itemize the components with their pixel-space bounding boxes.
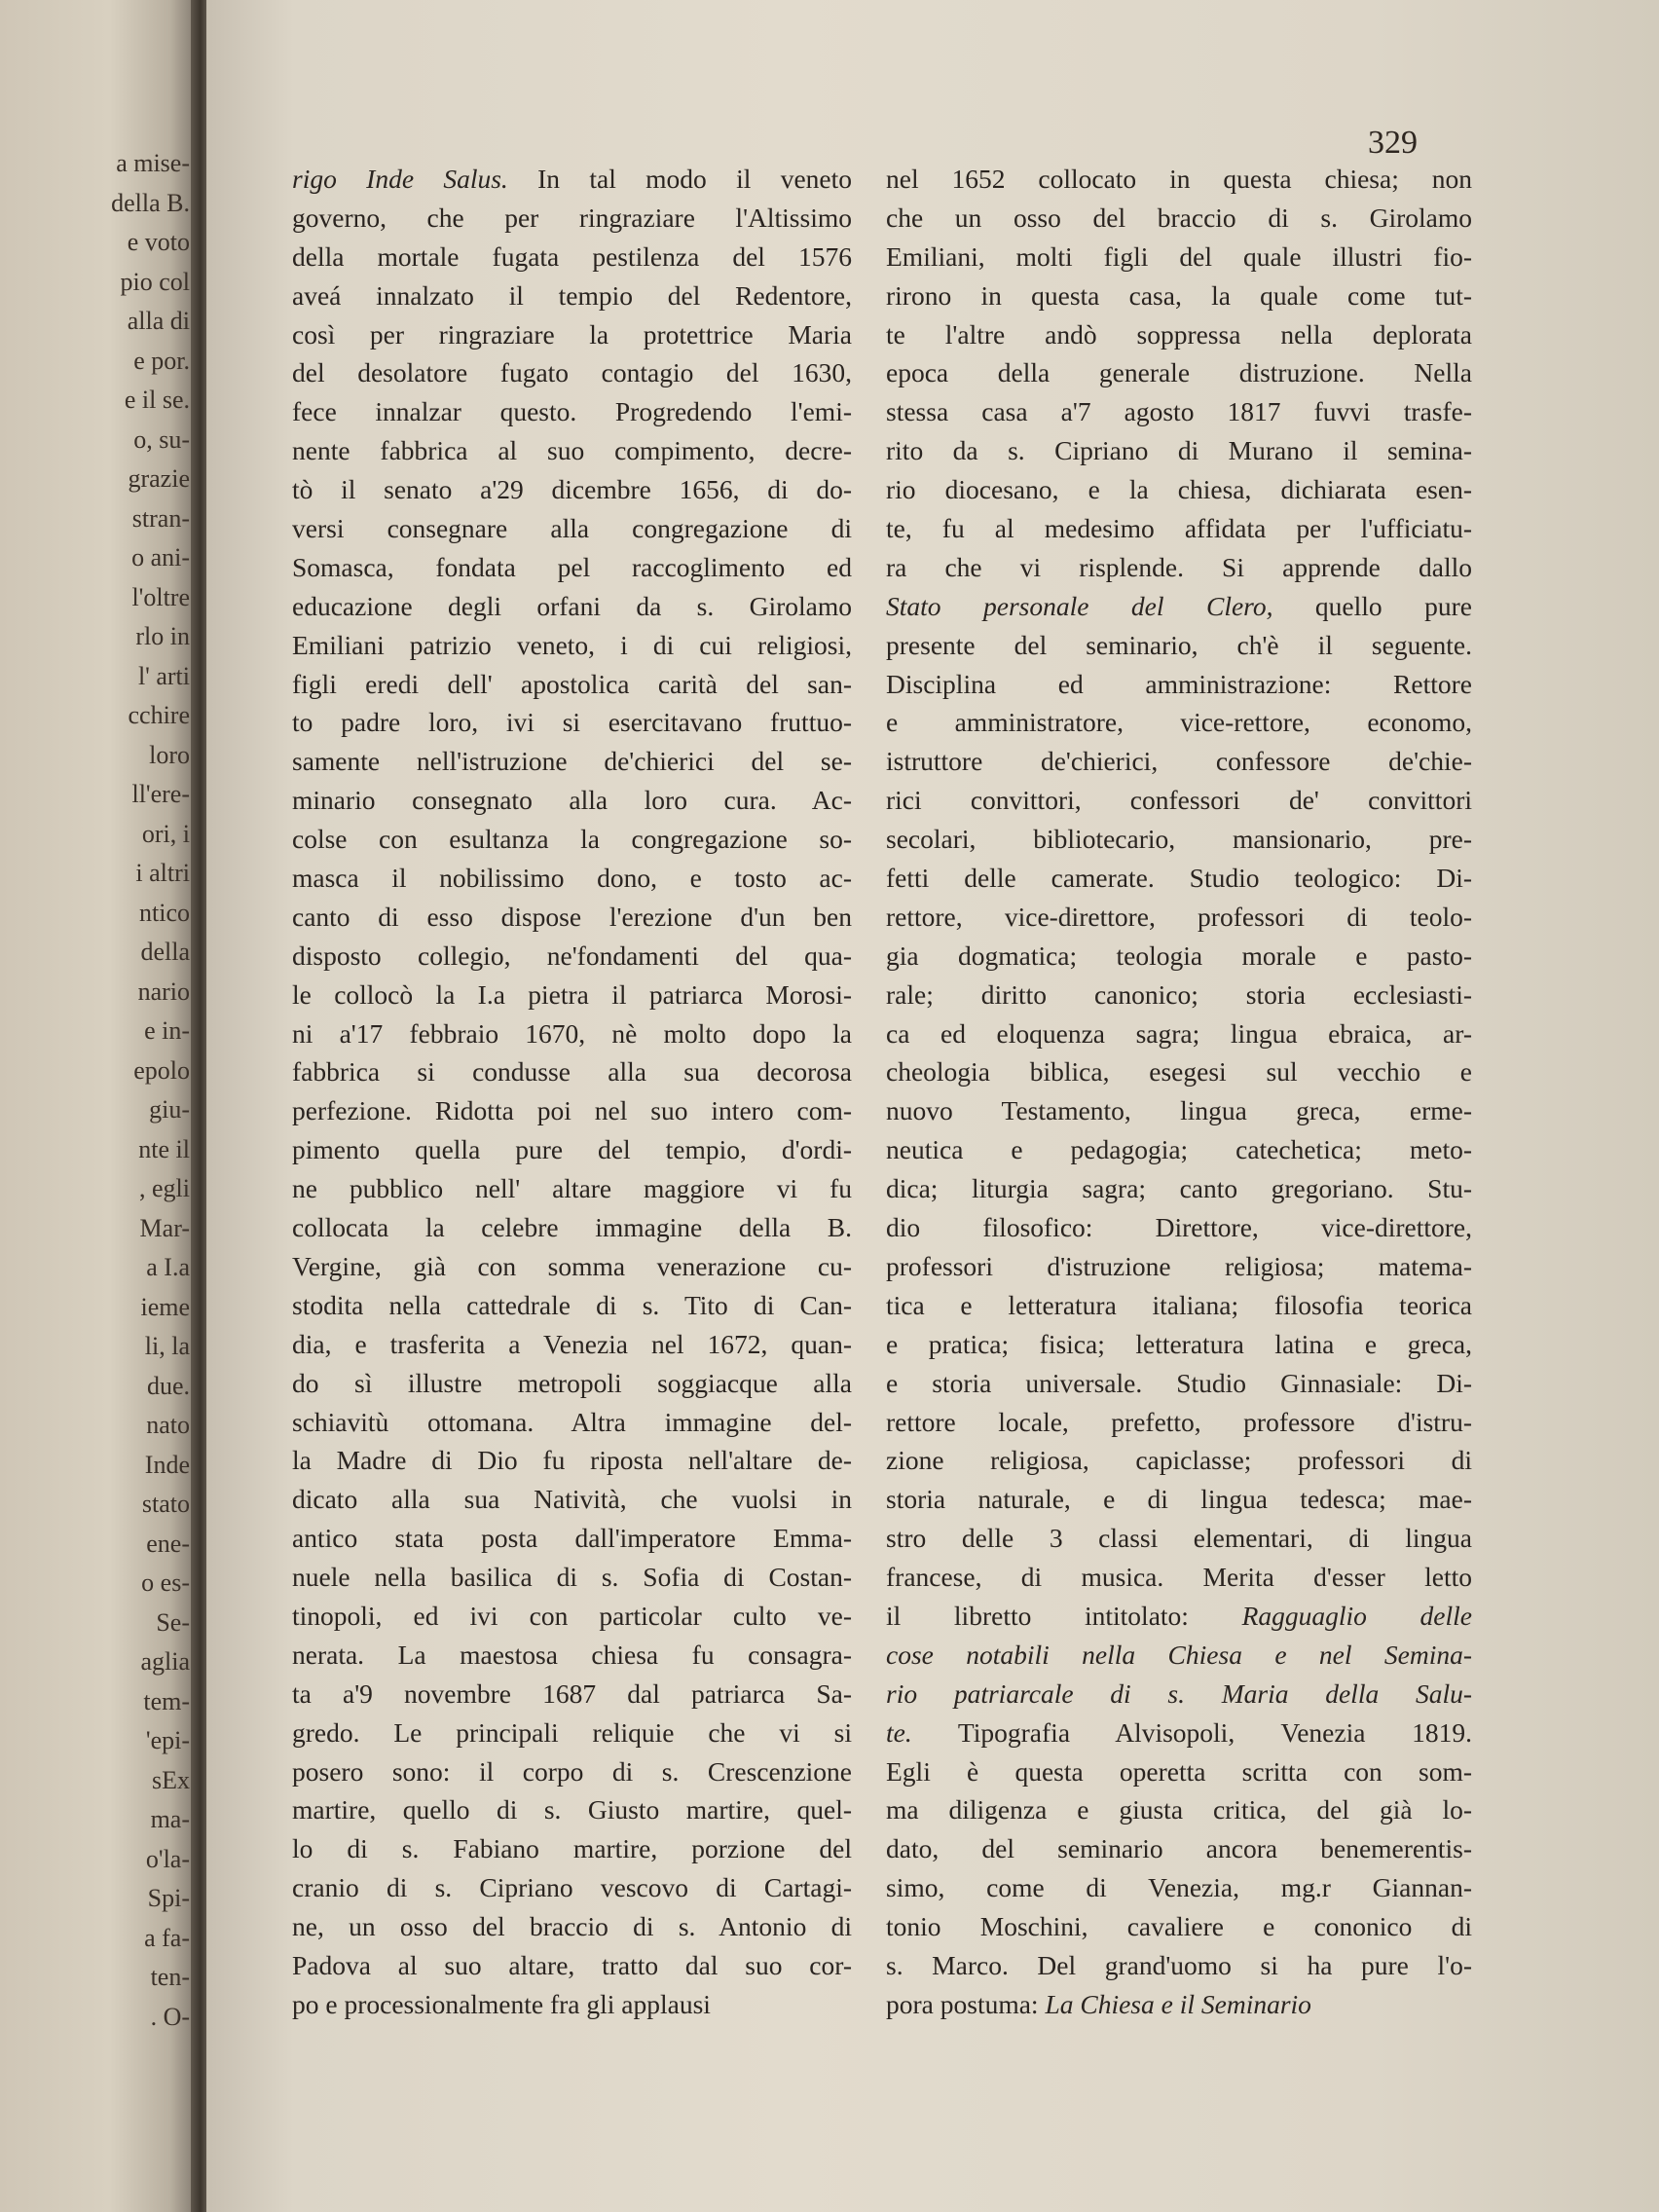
text-span: gia dogmatica; teologia morale e pasto- [886, 940, 1472, 971]
text-line [886, 1714, 1472, 1752]
left-page-line: ori, i [141, 819, 190, 848]
text-line [886, 1558, 1472, 1597]
text-line [292, 509, 852, 548]
text-span: cheologia biblica, esegesi sul vecchio e [886, 1056, 1472, 1088]
text-line [886, 587, 1472, 626]
left-page-line: ene- [146, 1529, 190, 1558]
left-page-line: e voto [127, 228, 190, 256]
text-span: samente nell'istruzione de'chierici del se- [292, 746, 852, 777]
text-span: istruttore de'chierici, confessore de'chie- [886, 746, 1472, 777]
left-page-line: nario [137, 977, 190, 1006]
text-line [886, 1169, 1472, 1208]
text-line [292, 276, 852, 315]
text-line [292, 587, 852, 626]
left-page-line: della B. [111, 188, 190, 217]
text-line [886, 1325, 1472, 1364]
text-line [886, 1519, 1472, 1558]
text-span: pora postuma: [886, 1988, 1046, 2019]
text-span: che un osso del braccio di s. Girolamo [886, 202, 1472, 233]
italic-text: La Chiesa e il Seminario [1045, 1988, 1311, 2019]
left-page-line: grazie [128, 464, 190, 493]
left-page-line: giu- [149, 1095, 190, 1124]
left-page-line: nte il [138, 1134, 190, 1163]
text-line [292, 353, 852, 392]
text-span: cranio di s. Cipriano vescovo di Cartagi- [292, 1872, 852, 1903]
text-line [886, 509, 1472, 548]
italic-text: rio patriarcale di s. Maria della Salu- [886, 1677, 1472, 1709]
text-line [292, 392, 852, 431]
left-page-line: Mar- [139, 1213, 190, 1242]
text-span: rici convittori, confessori de' convittori [886, 785, 1472, 816]
text-line [292, 1091, 852, 1130]
text-line [886, 276, 1472, 315]
text-span: gredo. Le principali reliquie che vi si [292, 1716, 852, 1748]
text-line [886, 1868, 1472, 1907]
text-line [886, 470, 1472, 509]
text-span: Vergine, già con somma venerazione cu- [292, 1250, 852, 1281]
text-line [292, 1714, 852, 1752]
text-span: dia, e trasferita a Venezia nel 1672, quan- [292, 1328, 852, 1359]
left-page-line: due. [146, 1371, 190, 1400]
text-line [886, 820, 1472, 859]
text-span: fetti delle camerate. Studio teologico: Di- [886, 863, 1472, 894]
text-span: tinopoli, ed ivi con particolar culto ve- [292, 1600, 852, 1631]
text-line [292, 1052, 852, 1091]
text-line [292, 1325, 852, 1364]
text-line [292, 1403, 852, 1442]
text-span: stodita nella cattedrale di s. Tito di Can- [292, 1289, 852, 1320]
text-line [886, 1441, 1472, 1480]
text-line [292, 1558, 852, 1597]
text-line [886, 548, 1472, 587]
text-line [292, 1014, 852, 1053]
italic-text: Stato personale del Clero, [886, 590, 1273, 621]
italic-text: cose notabili nella Chiesa e nel Semina- [886, 1639, 1472, 1670]
text-line [886, 1052, 1472, 1091]
text-line [886, 431, 1472, 470]
text-line [886, 976, 1472, 1014]
text-line [886, 1597, 1472, 1636]
text-span: te l'altre andò soppressa nella deplorata [886, 318, 1472, 350]
text-span: simo, come di Venezia, mg.r Giannan- [886, 1872, 1472, 1903]
left-page-line: stran- [131, 503, 190, 533]
text-span: perfezione. Ridotta poi nel suo intero com- [292, 1095, 852, 1126]
left-page-line: nato [146, 1411, 190, 1439]
text-line [292, 742, 852, 781]
text-span: rettore locale, prefetto, professore d'istru- [886, 1406, 1472, 1437]
left-page-line: ieme [140, 1292, 190, 1321]
text-span: nuele nella basilica di s. Sofia di Costan- [292, 1562, 852, 1593]
left-page-line: alla di [127, 307, 190, 335]
text-span: le collocò la I.a pietra il patriarca Morosi- [292, 978, 852, 1010]
text-span: po e processionalmente fra gli applausi [292, 1988, 711, 2019]
text-span: ne pubblico nell' altare maggiore vi fu [292, 1173, 852, 1204]
text-line [292, 820, 852, 859]
italic-text: te. [886, 1716, 912, 1748]
text-span: governo, che per ringraziare l'Altissimo [292, 202, 852, 233]
left-page-line: 'epi- [145, 1726, 190, 1754]
text-span: rio diocesano, e la chiesa, dichiarata esen- [886, 474, 1472, 505]
text-line [886, 1636, 1472, 1675]
text-span: ra che vi risplende. Si apprende dallo [886, 551, 1472, 582]
text-span: e amministratore, vice-rettore, economo, [886, 707, 1472, 738]
left-page-line: rlo in [135, 622, 190, 650]
text-span: epoca della generale distruzione. Nella [886, 357, 1472, 388]
text-span: nuovo Testamento, lingua greca, erme- [886, 1095, 1472, 1126]
text-span: il libretto intitolato: [886, 1600, 1242, 1631]
left-page-line: o es- [141, 1568, 190, 1597]
text-span: storia naturale, e di lingua tedesca; mae- [886, 1484, 1472, 1515]
text-line [292, 315, 852, 354]
text-line [292, 1130, 852, 1169]
text-line [292, 1636, 852, 1675]
left-page-line: ll'ere- [131, 780, 190, 808]
text-line [886, 1985, 1472, 2024]
text-span: zione religiosa, capiclasse; professori di [886, 1445, 1472, 1476]
text-span: secolari, bibliotecario, mansionario, pre- [886, 824, 1472, 855]
text-line [292, 160, 852, 199]
text-line [292, 199, 852, 238]
left-page-line: loro [149, 740, 190, 769]
text-line [886, 1675, 1472, 1714]
text-line [886, 1829, 1472, 1868]
text-line [292, 1597, 852, 1636]
text-span: tica e letteratura italiana; filosofia teorica [886, 1289, 1472, 1320]
left-page-line: l'oltre [131, 582, 190, 611]
text-line [292, 1208, 852, 1247]
left-page-line: o ani- [131, 543, 190, 571]
text-span: antico stata posta dall'imperatore Emma- [292, 1523, 852, 1554]
left-page-line: della [140, 938, 190, 966]
text-span: s. Marco. Del grand'uomo si ha pure l'o- [886, 1949, 1472, 1980]
text-column-left [292, 160, 852, 2024]
text-span: schiavitù ottomana. Altra immagine del- [292, 1406, 852, 1437]
text-span: del desolatore fugato contagio del 1630, [292, 357, 852, 388]
text-span: tonio Moschini, cavaliere e cononico di [886, 1911, 1472, 1942]
text-span: nente fabbrica al suo compimento, decre- [292, 435, 852, 466]
text-span: masca il nobilissimo dono, e tosto ac- [292, 863, 852, 894]
text-line [886, 1091, 1472, 1130]
text-span: rale; diritto canonico; storia ecclesiasti- [886, 978, 1472, 1010]
left-page-line: o'la- [145, 1844, 190, 1873]
text-line [886, 1907, 1472, 1946]
text-span: tò il senato a'29 dicembre 1656, di do- [292, 474, 852, 505]
text-line [292, 1829, 852, 1868]
left-page-line: ten- [150, 1963, 190, 1991]
text-span: della mortale fugata pestilenza del 1576 [292, 240, 852, 272]
text-span: figli eredi dell' apostolica carità del san- [292, 668, 852, 699]
text-line [886, 937, 1472, 976]
text-line [292, 1247, 852, 1286]
text-span: Tipografia Alvisopoli, Venezia 1819. [911, 1716, 1472, 1748]
left-page-line: e por. [133, 346, 190, 375]
text-span: ni a'17 febbraio 1670, nè molto dopo la [292, 1017, 852, 1049]
left-page-line: a mise- [116, 149, 190, 177]
text-line [886, 315, 1472, 354]
left-page-line: stato [141, 1490, 190, 1518]
text-line [292, 431, 852, 470]
text-span: aveá innalzato il tempio del Redentore, [292, 279, 852, 311]
text-line [292, 1985, 852, 2024]
text-span: In tal modo il veneto [507, 164, 852, 194]
left-page-line: li, la [144, 1332, 190, 1360]
text-span: professori d'istruzione religiosa; matema- [886, 1250, 1472, 1281]
text-span: canto di esso dispose l'erezione d'un ben [292, 901, 852, 932]
left-page-line: Spi- [147, 1884, 190, 1912]
left-page-line: Se- [156, 1607, 190, 1637]
text-span: Disciplina ed amministrazione: Rettore [886, 668, 1472, 699]
text-span: pimento quella pure del tempio, d'ordi- [292, 1134, 852, 1165]
text-line [886, 1403, 1472, 1442]
left-page-line: a fa- [144, 1923, 190, 1952]
left-page-text [111, 144, 190, 2037]
italic-text: rigo Inde Salus. [292, 164, 508, 194]
text-line [292, 859, 852, 898]
text-span: quello pure [1272, 590, 1472, 621]
text-line [292, 1868, 852, 1907]
text-span: nerata. La maestosa chiesa fu consagra- [292, 1639, 852, 1670]
text-span: presente del seminario, ch'è il seguente. [886, 629, 1472, 660]
text-span: stro delle 3 classi elementari, di lingua [886, 1523, 1472, 1554]
text-line [292, 1907, 852, 1946]
text-span: disposto collegio, ne'fondamenti del qua- [292, 940, 852, 971]
left-page-line: e in- [144, 1016, 190, 1045]
text-column-right [886, 160, 1472, 2024]
text-line [292, 238, 852, 276]
text-line [886, 160, 1472, 199]
text-span: Padova al suo altare, tratto dal suo cor- [292, 1949, 852, 1980]
text-span: dato, del seminario ancora benemerentis- [886, 1833, 1472, 1864]
text-span: Emiliani, molti figli del quale illustri fio- [886, 240, 1472, 272]
text-span: collocata la celebre immagine della B. [292, 1212, 852, 1243]
text-line [292, 1441, 852, 1480]
left-page-line: tem- [143, 1686, 190, 1715]
text-span: Emiliani patrizio veneto, i di cui religiosi, [292, 629, 852, 660]
text-span: educazione degli orfani da s. Girolamo [292, 590, 852, 621]
text-line [292, 1169, 852, 1208]
text-line [886, 199, 1472, 238]
text-line [886, 1480, 1472, 1519]
text-span: lo di s. Fabiano martire, porzione del [292, 1833, 852, 1864]
text-span: dica; liturgia sagra; canto gregoriano. Stu- [886, 1173, 1472, 1204]
text-span: minario consegnato alla loro cura. Ac- [292, 785, 852, 816]
text-line [292, 937, 852, 976]
text-span: ma diligenza e giusta critica, del già lo- [886, 1794, 1472, 1825]
left-page-line: e il se. [124, 386, 190, 414]
text-span: fece innalzar questo. Progredendo l'emi- [292, 396, 852, 427]
text-span: to padre loro, ivi si esercitavano fruttuo- [292, 707, 852, 738]
text-line [886, 1130, 1472, 1169]
left-page-line: ntico [139, 898, 190, 927]
text-span: così per ringraziare la protettrice Maria [292, 318, 852, 350]
text-span: ta a'9 novembre 1687 dal patriarca Sa- [292, 1677, 852, 1709]
text-span: dicato alla sua Natività, che vuolsi in [292, 1484, 852, 1515]
text-line [292, 470, 852, 509]
left-page-line: , egli [139, 1174, 190, 1202]
text-line [292, 781, 852, 820]
text-line [886, 1790, 1472, 1829]
text-span: e storia universale. Studio Ginnasiale: Di- [886, 1367, 1472, 1398]
text-span: ne, un osso del braccio di s. Antonio di [292, 1911, 852, 1942]
text-line [886, 1752, 1472, 1791]
text-span: Somasca, fondata pel raccoglimento ed [292, 551, 852, 582]
text-span: nel 1652 collocato in questa chiesa; non [886, 164, 1472, 194]
text-line [292, 1675, 852, 1714]
text-line [292, 898, 852, 937]
text-span: posero sono: il corpo di s. Crescenzione [292, 1755, 852, 1787]
text-span: neutica e pedagogia; catechetica; meto- [886, 1134, 1472, 1165]
text-span: dio filosofico: Direttore, vice-direttore, [886, 1212, 1472, 1243]
text-line [886, 859, 1472, 898]
text-span: stessa casa a'7 agosto 1817 fuvvi trasfe- [886, 396, 1472, 427]
text-line [886, 1208, 1472, 1247]
left-page-line: Inde [144, 1450, 190, 1479]
text-line [292, 1946, 852, 1985]
text-line [886, 1247, 1472, 1286]
text-line [886, 392, 1472, 431]
text-line [292, 626, 852, 665]
text-line [292, 703, 852, 742]
text-line [886, 1946, 1472, 1985]
text-line [292, 548, 852, 587]
text-line [292, 1790, 852, 1829]
text-line [886, 238, 1472, 276]
left-page-line: i altri [135, 859, 190, 887]
text-line [292, 1286, 852, 1325]
left-page-line: a I.a [146, 1253, 190, 1281]
text-line [292, 1364, 852, 1403]
text-line [292, 976, 852, 1014]
text-line [292, 1519, 852, 1558]
text-span: do sì illustre metropoli soggiacque alla [292, 1367, 852, 1398]
text-line [886, 1286, 1472, 1325]
text-span: Egli è questa operetta scritta con som- [886, 1755, 1472, 1787]
text-line [292, 1480, 852, 1519]
left-page-line: ma- [150, 1805, 190, 1833]
text-span: te, fu al medesimo affidata per l'ufficiatu- [886, 513, 1472, 544]
text-span: fabbrica si condusse alla sua decorosa [292, 1056, 852, 1088]
text-span: e pratica; fisica; letteratura latina e greca, [886, 1328, 1472, 1359]
page-number: 329 [1368, 125, 1418, 161]
text-line [886, 742, 1472, 781]
left-page-line: cchire [128, 701, 190, 729]
left-page-line: pio col [120, 267, 190, 296]
left-page-line: epolo [133, 1055, 190, 1085]
text-span: rirono in questa casa, la quale come tut- [886, 279, 1472, 311]
text-line [886, 665, 1472, 704]
left-page-line: . O- [150, 2002, 190, 2031]
text-line [886, 898, 1472, 937]
text-line [886, 1014, 1472, 1053]
left-page-line: aglia [140, 1647, 190, 1676]
text-line [292, 1752, 852, 1791]
text-span: colse con esultanza la congregazione so- [292, 824, 852, 855]
text-line [886, 353, 1472, 392]
text-line [886, 703, 1472, 742]
text-line [886, 1364, 1472, 1403]
text-span: rettore, vice-direttore, professori di teolo- [886, 901, 1472, 932]
text-line [886, 626, 1472, 665]
text-span: rito da s. Cipriano di Murano il semina- [886, 435, 1472, 466]
text-span: la Madre di Dio fu riposta nell'altare de- [292, 1445, 852, 1476]
text-line [886, 781, 1472, 820]
left-page-line: o, su- [133, 424, 190, 454]
text-span: martire, quello di s. Giusto martire, quel- [292, 1794, 852, 1825]
left-page-line: l' arti [137, 661, 190, 690]
italic-text: Ragguaglio delle [1241, 1600, 1472, 1631]
left-page-line: sEx [152, 1765, 190, 1794]
text-span: versi consegnare alla congregazione di [292, 513, 852, 544]
text-span: francese, di musica. Merita d'esser letto [886, 1562, 1472, 1593]
text-line [292, 665, 852, 704]
left-page-edge [0, 0, 200, 2212]
text-span: ca ed eloquenza sagra; lingua ebraica, ar- [886, 1017, 1472, 1049]
